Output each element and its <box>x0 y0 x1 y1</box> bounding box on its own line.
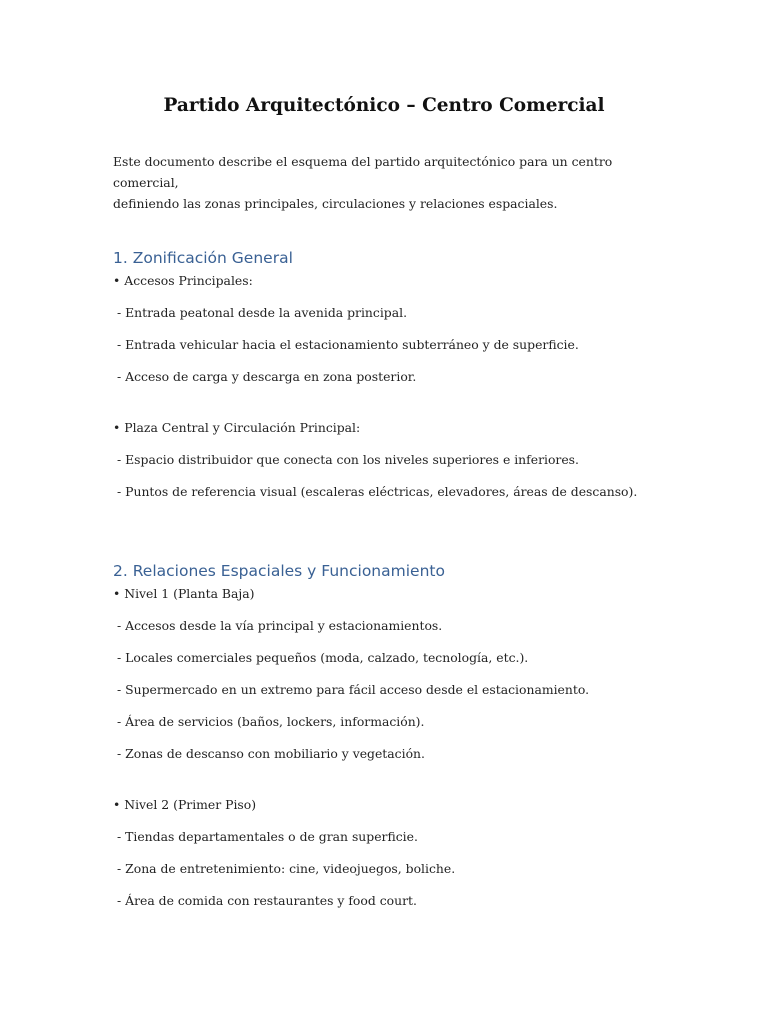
list-item: - Supermercado en un extremo para fácil acceso desde el estacionamiento. <box>117 682 590 697</box>
bullet-accesos-principales: • Accesos Principales: <box>113 273 253 288</box>
list-item: - Espacio distribuidor que conecta con los niveles superiores e inferiores. <box>117 452 579 467</box>
bullet-plaza-central: • Plaza Central y Circulación Principal: <box>113 420 361 435</box>
list-item: - Entrada peatonal desde la avenida principal. <box>117 305 408 320</box>
list-item: - Área de servicios (baños, lockers, información). <box>117 714 425 729</box>
list-item: - Puntos de referencia visual (escaleras eléctricas, elevadores, áreas de descanso). <box>117 484 638 499</box>
bullet-nivel-2: • Nivel 2 (Primer Piso) <box>113 797 257 812</box>
list-item: - Área de comida con restaurantes y food court. <box>117 893 417 908</box>
list-item: - Accesos desde la vía principal y estacionamientos. <box>117 618 443 633</box>
section-heading-zonificacion: 1. Zonificación General <box>113 249 293 267</box>
list-item: - Locales comerciales pequeños (moda, calzado, tecnología, etc.). <box>117 650 529 665</box>
intro-paragraph <box>113 151 673 214</box>
section-heading-relaciones: 2. Relaciones Espaciales y Funcionamiento <box>113 562 445 580</box>
bullet-nivel-1: • Nivel 1 (Planta Baja) <box>113 586 255 601</box>
intro-line: Este documento describe el esquema del partido arquitectónico para un centro comercial, <box>113 154 613 190</box>
list-item: - Acceso de carga y descarga en zona posterior. <box>117 369 417 384</box>
intro-line: definiendo las zonas principales, circulaciones y relaciones espaciales. <box>113 196 558 211</box>
document-title: Partido Arquitectónico – Centro Comercial <box>163 95 605 116</box>
list-item: - Entrada vehicular hacia el estacionamiento subterráneo y de superficie. <box>117 337 579 352</box>
list-item: - Tiendas departamentales o de gran superficie. <box>117 829 418 844</box>
list-item: - Zonas de descanso con mobiliario y vegetación. <box>117 746 425 761</box>
list-item: - Zona de entretenimiento: cine, videojuegos, boliche. <box>117 861 456 876</box>
